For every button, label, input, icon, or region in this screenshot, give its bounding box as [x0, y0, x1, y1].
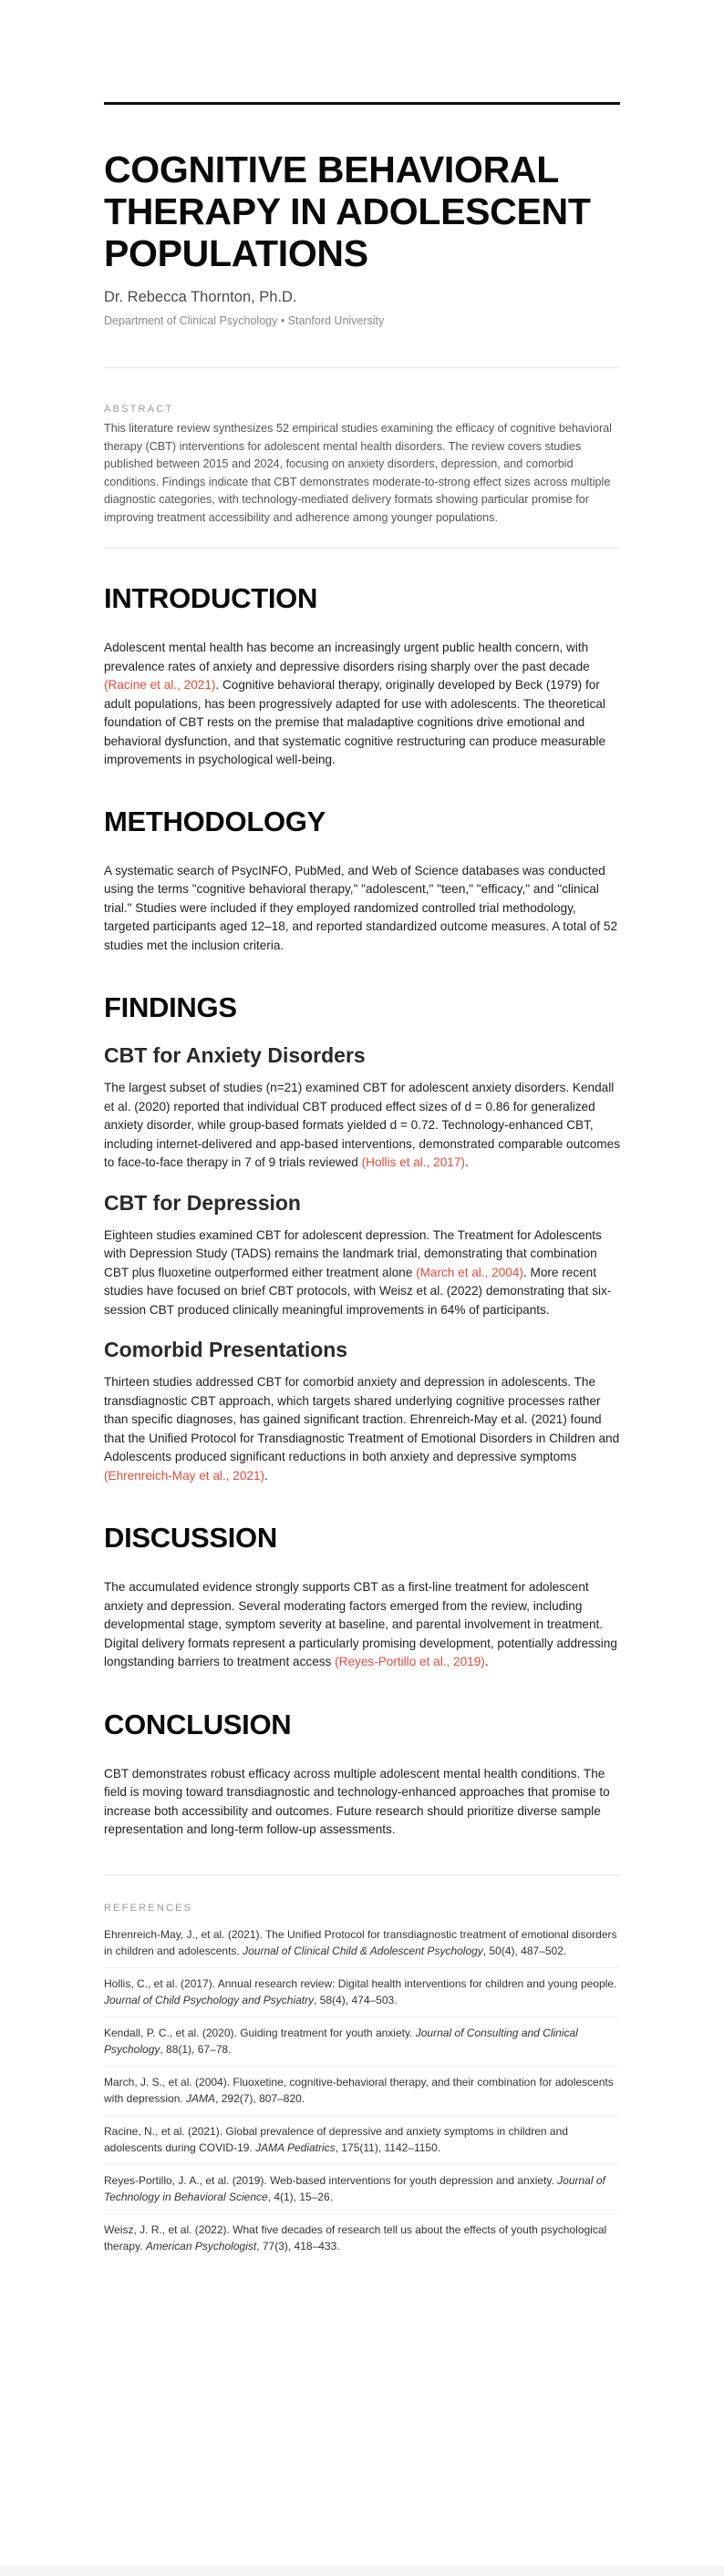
- author-name: Dr. Rebecca Thornton, Ph.D.: [104, 289, 297, 305]
- discussion-section: [104, 1522, 620, 1672]
- reference-divider: [104, 2213, 620, 2214]
- conclusion-section: [104, 1709, 620, 1840]
- journal-name: Journal of Clinical Child & Adolescent Psychology: [243, 1945, 483, 1957]
- journal-name: American Psychologist: [145, 2240, 257, 2253]
- discussion-paragraph: The accumulated evidence strongly supports CBT as a first-line treatment for adolescent anxiety and depression. Several moderating factors emerged from the review, including developmental stage, symptom severity at baseline, and parental involvement in treatment. Digital delivery formats represent a particularly promising development, potentially addressing longstanding barriers to treatment access (Reyes-Portillo et al., 2019).: [104, 1580, 617, 1668]
- paper-content: [104, 102, 620, 2255]
- section-heading: CONCLUSION: [104, 1708, 292, 1740]
- subsection-heading: CBT for Depression: [104, 1190, 301, 1215]
- citation-link[interactable]: (Ehrenreich-May et al., 2021): [104, 1468, 265, 1483]
- journal-name: JAMA Pediatrics: [255, 2141, 336, 2154]
- citation-link[interactable]: (Hollis et al., 2017): [361, 1155, 465, 1169]
- top-rule: [104, 102, 620, 105]
- journal-name: Journal of Child Psychology and Psychiatry: [104, 1994, 315, 2006]
- reference-item: Kendall, P. C., et al. (2020). Guiding treatment for youth anxiety. Journal of Consulting and Clinical Psychology, 88(1), 67–78.: [104, 2026, 578, 2056]
- depression-paragraph: Eighteen studies examined CBT for adolescent depression. The Treatment for Adolescents with Depression Study (TADS) remains the landmark trial, demonstrating that combination CBT plus fluoxetine outperformed either treatment alone (March et al., 2004). More recent studies have focused on brief CBT protocols, with Weisz et al. (2022) demonstrating that six-session CBT produced clinically meaningful improvements in 64% of participants.: [104, 1227, 612, 1317]
- divider: [104, 548, 620, 549]
- reference-divider: [104, 2066, 620, 2067]
- reference-divider: [104, 2115, 620, 2116]
- author-affiliation: Department of Clinical Psychology • Stanford University: [104, 314, 385, 327]
- section-heading: FINDINGS: [104, 991, 237, 1023]
- reference-item: Reyes-Portillo, J. A., et al. (2019). Web-based interventions for youth depression and anxiety. Journal of Technology in Behavioral Science, 4(1), 15–26.: [104, 2173, 605, 2203]
- citation-link[interactable]: (Reyes-Portillo et al., 2019): [335, 1655, 485, 1668]
- introduction-paragraph: Adolescent mental health has become an increasingly urgent public health concern, with prevalence rates of anxiety and depressive disorders rising sharply over the past decade (Racine et al., 2021). Cognitive behavioral therapy, originally developed by Beck (1979) for adult populations, has been progressively adapted for use with adolescents. The theoretical foundation of CBT rests on the premise that maladaptive cognitions drive emotional and behavioral dysfunction, and that systematic cognitive restructuring can produce measurable improvements in psychological well-being.: [104, 641, 606, 766]
- abstract-label: ABSTRACT: [104, 404, 174, 415]
- introduction-section: [104, 582, 620, 770]
- divider: [104, 367, 620, 368]
- reference-divider: [104, 2164, 620, 2165]
- methodology-paragraph: A systematic search of PsycINFO, PubMed, and Web of Science databases was conducted using the terms "cognitive behavioral therapy," "adolescent," "teen," "efficacy," and "clinical trial." Studies were included if they employed randomized controlled trial methodology, targeted participants aged 12–18, and reported standardized outcome measures. A total of 52 studies met the inclusion criteria.: [104, 863, 618, 952]
- subsection-heading: Comorbid Presentations: [104, 1338, 348, 1361]
- paper-title: COGNITIVE BEHAVIORAL THERAPY IN ADOLESCENT POPULATIONS: [104, 149, 591, 274]
- subsection-heading: CBT for Anxiety Disorders: [104, 1043, 366, 1067]
- references-section: [104, 1903, 620, 2255]
- journal-name: Journal of Consulting and Clinical Psychology: [104, 2026, 578, 2056]
- reference-item: March, J. S., et al. (2004). Fluoxetine, cognitive-behavioral therapy, and their combination for adolescents with depression. JAMA, 292(7), 807–820.: [104, 2075, 614, 2105]
- methodology-section: [104, 806, 620, 956]
- citation-link[interactable]: (March et al., 2004): [416, 1265, 523, 1279]
- reference-item: Hollis, C., et al. (2017). Annual research review: Digital health interventions for children and young people. Journal of Child Psychology and Psychiatry, 58(4), 474–503.: [104, 1976, 617, 2006]
- references-list: [104, 1926, 620, 2255]
- references-label: REFERENCES: [104, 1902, 193, 1914]
- section-heading: DISCUSSION: [104, 1522, 277, 1554]
- abstract-text: This literature review synthesizes 52 empirical studies examining the efficacy of cognitive behavioral therapy (CBT) interventions for adolescent mental health disorders. The review covers studies published between 2015 and 2024, focusing on anxiety disorders, depression, and comorbid conditions. Findings indicate that CBT demonstrates moderate-to-strong effect sizes across multiple diagnostic categories, with technology-mediated delivery formats showing particular promise for improving treatment accessibility and adherence among younger populations.: [104, 422, 612, 524]
- reference-divider: [104, 1967, 620, 1968]
- findings-section: [104, 991, 620, 1485]
- reference-item: Ehrenreich-May, J., et al. (2021). The Unified Protocol for transdiagnostic treatment of emotional disorders in children and adolescents. Journal of Clinical Child & Adolescent Psychology, 50(4), 487–502.: [104, 1927, 617, 1957]
- divider: [104, 1874, 620, 1875]
- abstract-section: [104, 404, 620, 527]
- citation-link[interactable]: (Racine et al., 2021): [104, 678, 216, 692]
- journal-name: JAMA: [186, 2092, 216, 2105]
- section-heading: METHODOLOGY: [104, 805, 326, 837]
- journal-name: Journal of Technology in Behavioral Science: [104, 2173, 605, 2203]
- reference-item: Racine, N., et al. (2021). Global prevalence of depressive and anxiety symptoms in children and adolescents during COVID-19. JAMA Pediatrics, 175(11), 1142–1150.: [104, 2124, 568, 2154]
- section-heading: INTRODUCTION: [104, 582, 318, 614]
- reference-item: Weisz, J. R., et al. (2022). What five decades of research tell us about the effects of youth psychological therapy. American Psychologist, 77(3), 418–433.: [104, 2222, 607, 2253]
- conclusion-paragraph: CBT demonstrates robust efficacy across multiple adolescent mental health conditions. The field is moving toward transdiagnostic and technology-enhanced approaches that promise to increase both accessibility and outcomes. Future research should prioritize diverse sample representation and long-term follow-up assessments.: [104, 1766, 610, 1836]
- comorbid-paragraph: Thirteen studies addressed CBT for comorbid anxiety and depression in adolescents. The transdiagnostic CBT approach, which targets shared underlying cognitive processes rather than specific diagnoses, has gained significant traction. Ehrenreich-May et al. (2021) found that the Unified Protocol for Transdiagnostic Treatment of Emotional Disorders in Children and Adolescents produced significant reductions in both anxiety and depressive symptoms (Ehrenreich-May et al., 2021).: [104, 1375, 620, 1483]
- anxiety-paragraph: The largest subset of studies (n=21) examined CBT for adolescent anxiety disorders. Kendall et al. (2020) reported that individual CBT produced effect sizes of d = 0.86 for generalized anxiety disorder, while group-based formats yielded d = 0.72. Technology-enhanced CBT, including internet-delivered and app-based interventions, demonstrated comparable outcomes to face-to-face therapy in 7 of 9 trials reviewed (Hollis et al., 2017).: [104, 1081, 620, 1169]
